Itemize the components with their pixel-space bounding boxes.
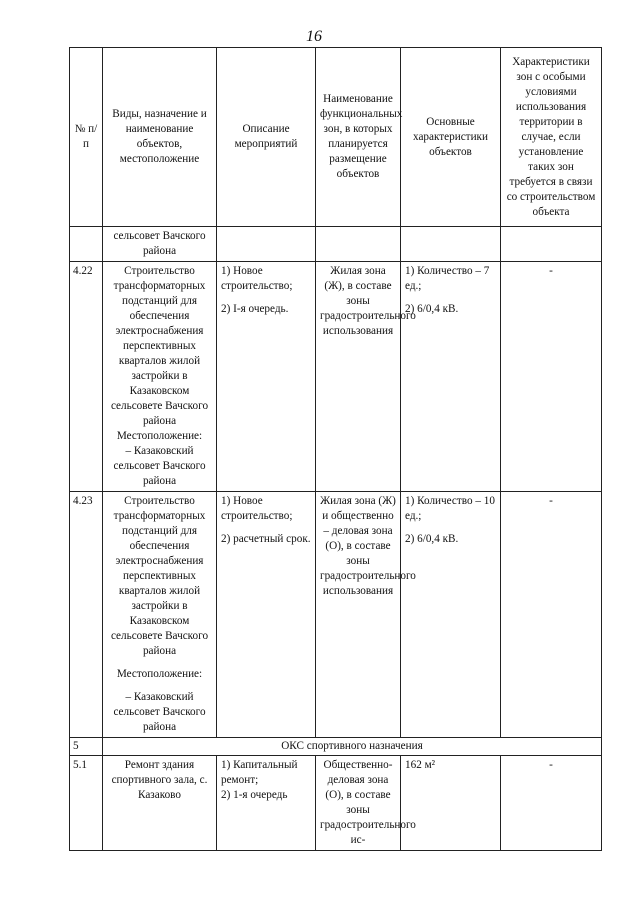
object-name: Ремонт здания спортивного зала, с. Казаково (103, 756, 217, 851)
characteristic-item: 1) Количество – 10 ед.; (405, 495, 495, 522)
object-name: Строительство трансформаторных подстанций для обеспечения электроснабжения перспективных кварталов жилой застройки в Казаковском сельсовете Вачского района (110, 265, 209, 427)
page-number: 16 (306, 28, 322, 45)
location-label: Местоположение: (116, 430, 203, 442)
measures-cell (217, 492, 316, 738)
measure-item: 2) 1-я очередь (221, 789, 288, 801)
location: – Казаковский сельсовет Вачского района (113, 691, 206, 733)
characteristics-cell (401, 262, 501, 492)
row-number: 4.22 (70, 262, 103, 492)
measure-item: 2) расчетный срок. (221, 533, 311, 545)
special-zone-cell: - (501, 262, 602, 492)
zone-cell: Жилая зона (Ж) и общественно – деловая зона (О), в составе зоны градостроительного использования (316, 492, 401, 738)
characteristic-item: 1) Количество – 7 ед.; (405, 265, 490, 292)
table-row (70, 262, 602, 492)
section-row (70, 738, 602, 756)
object-name: Строительство трансформаторных подстанций для обеспечения электроснабжения перспективных кварталов жилой застройки в Казаковском сельсовете Вачского района (110, 495, 209, 657)
object-name-cell (103, 492, 217, 738)
table-row (70, 492, 602, 738)
table-row (70, 227, 602, 262)
header-object-type: Виды, назначение и наименование объектов, местоположение (103, 48, 217, 227)
location-label: Местоположение: (116, 668, 203, 680)
location: – Казаковский сельсовет Вачского района (113, 445, 206, 487)
special-zone-cell: - (501, 756, 602, 851)
row-number: 4.23 (70, 492, 103, 738)
header-characteristics: Основные характеристики объектов (401, 48, 501, 227)
characteristics-cell: 162 м² (401, 756, 501, 851)
header-measures: Описание мероприятий (217, 48, 316, 227)
measure-item: 1) Капитальный ремонт; (221, 759, 298, 786)
header-number: № п/п (70, 48, 103, 227)
zone-cell: Жилая зона (Ж), в составе зоны градостроительного использования (316, 262, 401, 492)
characteristic-item: 2) 6/0,4 кВ. (405, 533, 459, 545)
object-name-cell (103, 262, 217, 492)
table-row (70, 756, 602, 851)
header-functional-zones: Наименование функциональных зон, в которых планируется размещение объектов (316, 48, 401, 227)
measure-item: 2) I-я очередь. (221, 303, 289, 315)
special-zone-cell: - (501, 492, 602, 738)
characteristics-cell (401, 492, 501, 738)
section-title: ОКС спортивного назначения (103, 738, 602, 756)
table-header-row (70, 48, 602, 227)
header-special-zones: Характеристики зон с особыми условиями использования территории в случае, если установление таких зон требуется в связи со строительством объекта (501, 48, 602, 227)
zone-cell: Общественно-деловая зона (О), в составе зоны градостроительного ис- (316, 756, 401, 851)
characteristic-item: 2) 6/0,4 кВ. (405, 303, 459, 315)
continuation-text: сельсовет Вачского района (103, 227, 217, 262)
planning-table (69, 47, 602, 851)
measure-item: 1) Новое строительство; (221, 265, 293, 292)
measures-cell (217, 756, 316, 851)
measure-item: 1) Новое строительство; (221, 495, 293, 522)
section-number: 5 (70, 738, 103, 756)
measures-cell (217, 262, 316, 492)
row-number: 5.1 (70, 756, 103, 851)
